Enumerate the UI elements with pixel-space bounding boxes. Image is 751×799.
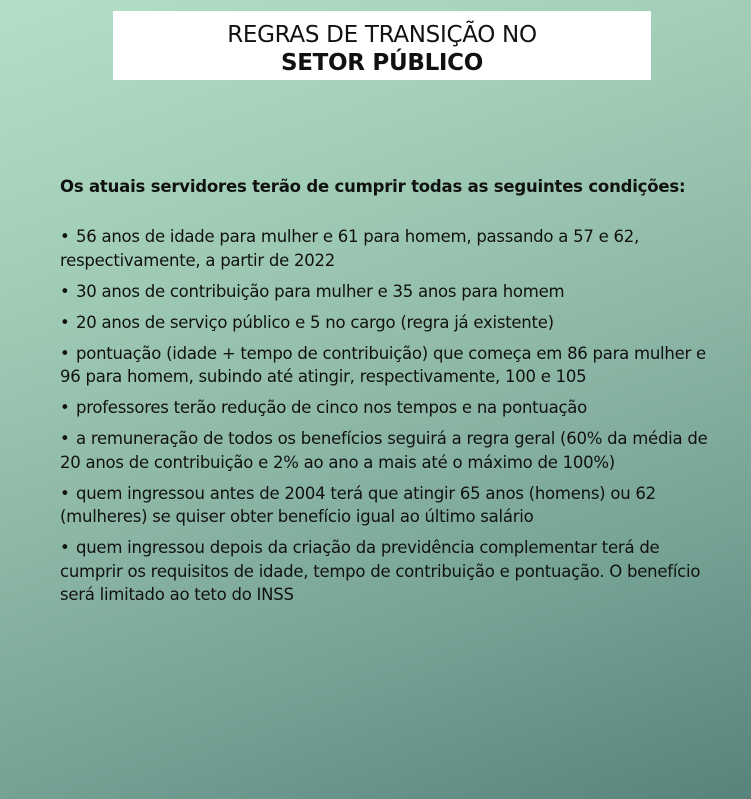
list-item xyxy=(60,225,720,272)
list-item xyxy=(60,311,720,335)
list-item-text: 56 anos de idade para mulher e 61 para homem, passando a 57 e 62, respectivamente, a partir de 2022 xyxy=(60,227,639,270)
bullet-icon: • xyxy=(60,429,70,448)
bullet-icon: • xyxy=(60,538,70,557)
conditions-list xyxy=(60,225,720,607)
title-line-2: SETOR PÚBLICO xyxy=(280,50,484,76)
bullet-icon: • xyxy=(60,312,70,332)
bullet-icon: • xyxy=(60,281,70,301)
list-item xyxy=(60,342,720,389)
list-item-text: pontuação (idade + tempo de contribuição) que começa em 86 para mulher e 96 para homem, subindo até atingir, respectivamente, 100 e 105 xyxy=(60,343,706,386)
title-line-1: REGRAS DE TRANSIÇÃO NO xyxy=(227,22,537,48)
bullet-icon: • xyxy=(60,398,70,417)
list-item-text: quem ingressou antes de 2004 terá que atingir 65 anos (homens) ou 62 (mulheres) se quiser obter benefício igual ao último salário xyxy=(60,483,656,526)
list-item xyxy=(60,536,720,607)
bullet-icon: • xyxy=(60,227,70,246)
list-item xyxy=(60,427,720,474)
title-box xyxy=(113,11,651,80)
list-item-text: a remuneração de todos os benefícios seguirá a regra geral (60% da média de 20 anos de contribuição e 2% ao ano a mais até o máximo de 100%) xyxy=(60,429,708,472)
bullet-icon: • xyxy=(60,343,70,363)
list-item-text: quem ingressou depois da criação da previdência complementar terá de cumprir os requisitos de idade, tempo de contribuição e pontuação. O benefício será limitado ao teto do INSS xyxy=(60,538,701,604)
list-item-text: professores terão redução de cinco nos tempos e na pontuação xyxy=(76,398,587,417)
list-item xyxy=(60,482,720,529)
bullet-icon: • xyxy=(60,483,70,503)
list-item-text: 30 anos de contribuição para mulher e 35 anos para homem xyxy=(76,281,565,301)
list-item-text: 20 anos de serviço público e 5 no cargo (regra já existente) xyxy=(76,312,554,332)
list-item xyxy=(60,396,720,420)
list-item xyxy=(60,280,720,304)
intro-text: Os atuais servidores terão de cumprir todas as seguintes condições: xyxy=(60,177,686,196)
content xyxy=(60,175,720,614)
